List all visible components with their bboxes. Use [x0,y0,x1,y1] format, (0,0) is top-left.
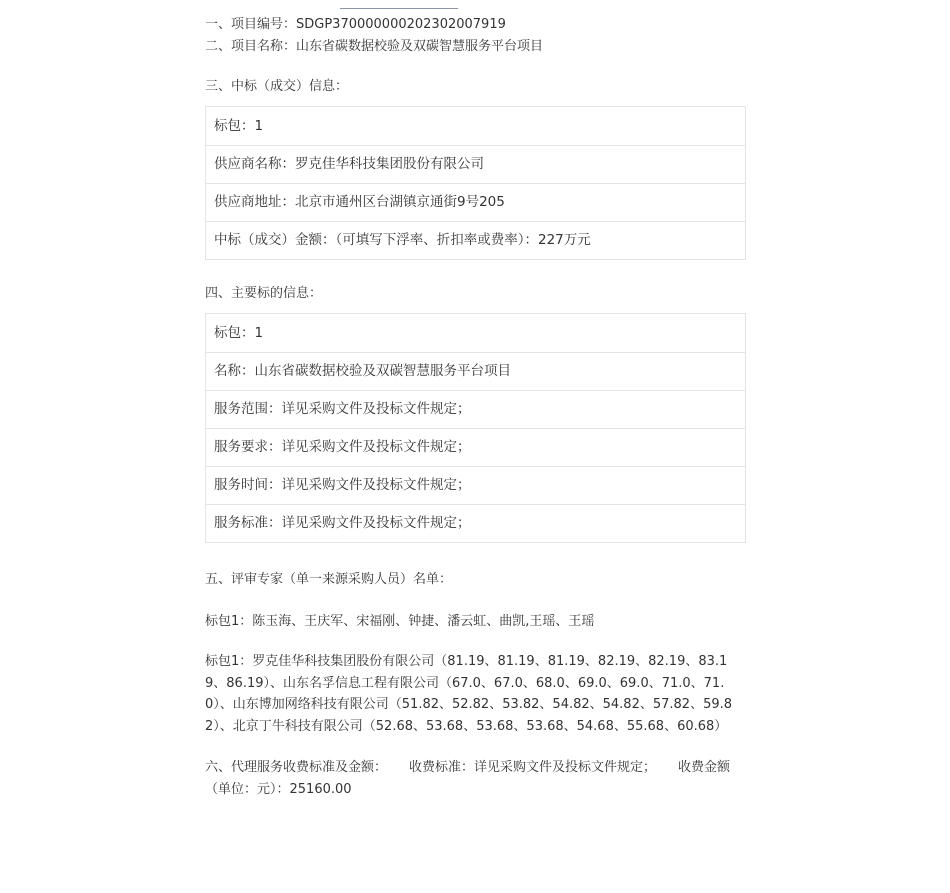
subject-package-row: 标包：1 [214,325,264,341]
service-standard-row: 服务标准：详见采购文件及投标文件规定； [206,504,745,542]
award-amount-row: 中标（成交）金额：（可填写下浮率、折扣率或费率）：227万元 [206,221,745,259]
subject-info-table [205,313,746,543]
supplier-address-row: 供应商地址：北京市通州区台湖镇京通街9号205 [206,183,745,221]
section5-heading: 五、评审专家（单一来源采购人员）名单： [205,572,453,587]
section3-heading: 三、中标（成交）信息： [205,79,349,94]
fee-amount: 收费金额（单位：元）：25160.00 [205,760,731,797]
project-number: 一、项目编号：SDGP370000000202302007919 [205,17,506,32]
score-list: 标包1：罗克佳华科技集团股份有限公司（81.19、81.19、81.19、82.19、82.19、83.19、86.19）、山东名孚信息工程有限公司（67.0、67.0、68.0、69.0、69.0、71.0、71.0）、山东博加网络科技有限公司（51.82、52.82、53.82、54.82、54.82、57.82、59.82）、北京丁牛科技有限公司（52.68、53.68、53.68、53.68、54.68、55.68、60.68） [205,654,733,734]
award-package-row: 标包：1 [214,118,264,134]
award-info-table [205,106,746,260]
supplier-name-row: 供应商名称：罗克佳华科技集团股份有限公司 [206,145,745,183]
project-name: 二、项目名称：山东省碳数据校验及双碳智慧服务平台项目 [205,39,544,54]
expert-list: 标包1：陈玉海、王庆军、宋福刚、钟捷、潘云虹、曲凯,王瑶、王瑶 [205,614,595,629]
service-scope-row: 服务范围：详见采购文件及投标文件规定； [206,390,745,428]
top-divider [340,8,458,9]
agency-fee [205,757,746,800]
section4-heading: 四、主要标的信息： [205,286,323,301]
service-requirement-row: 服务要求：详见采购文件及投标文件规定； [206,428,745,466]
announcement-content [205,14,746,800]
subject-name-row: 名称：山东省碳数据校验及双碳智慧服务平台项目 [206,352,745,390]
fee-standard: 收费标准：详见采购文件及投标文件规定； [409,760,657,775]
service-time-row: 服务时间：详见采购文件及投标文件规定； [206,466,745,504]
section6-heading: 六、代理服务收费标准及金额： [205,760,388,775]
